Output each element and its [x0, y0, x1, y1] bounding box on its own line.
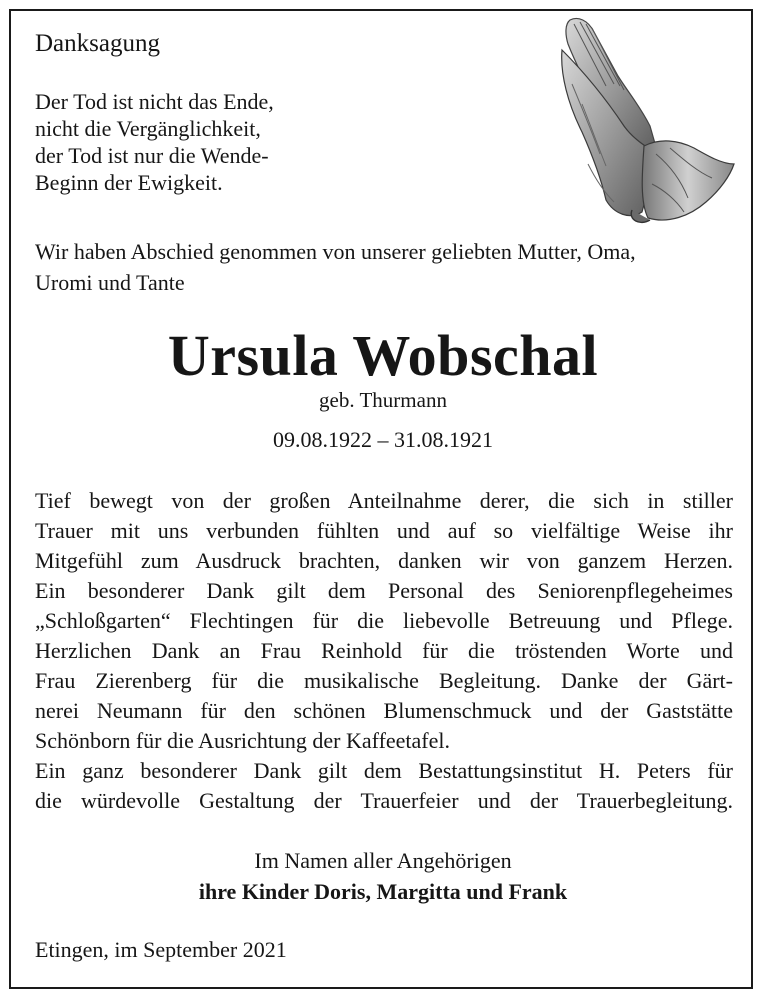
signature-intro: Im Namen aller Angehörigen: [254, 848, 512, 873]
poem: [35, 88, 274, 196]
body-line: nerei Neumann für den schönen Blumenschmuck und der Gaststätte: [35, 698, 733, 723]
notice-heading: Danksagung: [35, 30, 160, 57]
life-dates: 09.08.1922 – 31.08.1921: [273, 427, 493, 452]
poem-line: nicht die Vergänglichkeit,: [35, 116, 261, 141]
intro-line: Wir haben Abschied genommen von unserer geliebten Mutter, Oma,: [35, 239, 636, 264]
praying-hands-icon: [548, 14, 738, 229]
place-date: Etingen, im September 2021: [35, 937, 287, 962]
poem-line: der Tod ist nur die Wende-: [35, 143, 269, 168]
body-line: „Schloßgarten“ Flechtingen für die liebevolle Betreuung und Pflege.: [35, 608, 733, 633]
intro-line: Uromi und Tante: [35, 270, 185, 295]
body-line: Tief bewegt von der großen Anteilnahme derer, die sich in stiller: [35, 488, 733, 513]
poem-line: Der Tod ist nicht das Ende,: [35, 89, 274, 114]
deceased-name: Ursula Wobschal: [167, 323, 599, 388]
maiden-name: geb. Thurmann: [319, 388, 447, 412]
body-line: die würdevolle Gestaltung der Trauerfeier und der Trauerbegleitung.: [35, 788, 733, 813]
poem-line: Beginn der Ewigkeit.: [35, 170, 223, 195]
body-line: Ein ganz besonderer Dank gilt dem Bestattungsinstitut H. Peters für: [35, 758, 733, 783]
signature-names: ihre Kinder Doris, Margitta und Frank: [198, 879, 568, 904]
body-line: Schönborn für die Ausrichtung der Kaffeetafel.: [35, 728, 451, 753]
body-line: Herzlichen Dank an Frau Reinhold für die tröstenden Worte und: [35, 638, 733, 663]
body-line: Trauer mit uns verbunden fühlten und auf so vielfältige Weise ihr: [35, 518, 733, 543]
intro-text: [35, 236, 636, 298]
body-line: Ein besonderer Dank gilt dem Personal des Seniorenpflegeheimes: [35, 578, 733, 603]
thanks-body: [35, 486, 733, 816]
body-line: Mitgefühl zum Ausdruck brachten, danken wir von ganzem Herzen.: [35, 548, 733, 573]
body-line: Frau Zierenberg für die musikalische Begleitung. Danke der Gärt-: [35, 668, 733, 693]
